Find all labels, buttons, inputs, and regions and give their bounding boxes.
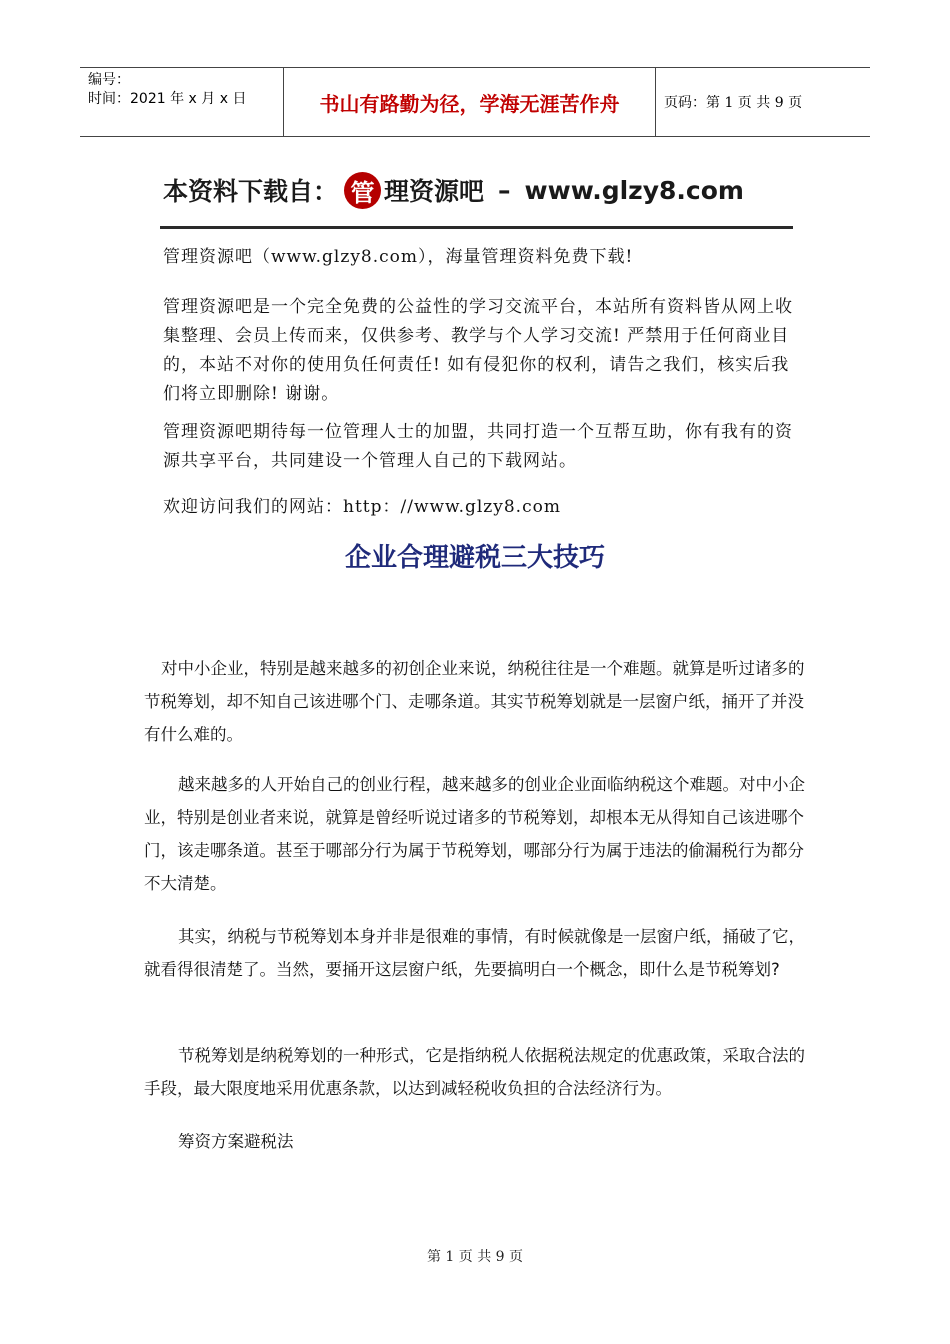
time-label: 时间：2021 年 x 月 x 日 [88, 91, 247, 107]
header-left-cell [80, 68, 283, 136]
intro-paragraph-3: 管理资源吧期待每一位管理人士的加盟，共同打造一个互帮互助，你有我有的资源共享平台，共同建设一个管理人自己的下载网站。 [163, 422, 793, 471]
banner-divider [160, 226, 793, 229]
site-logo-icon: 管 [344, 172, 381, 209]
motto: 书山有路勤为径，学海无涯苦作舟 [283, 68, 656, 136]
paragraph-1: 对中小企业，特别是越来越多的初创企业来说，纳税往往是一个难题。就算是听过诸多的节税筹划，却不知自己该进哪个门、走哪条道。其实节税筹划就是一层窗户纸，捅开了并没有什么难的。 [144, 659, 805, 744]
banner-url[interactable]: www.glzy8.com [524, 175, 744, 205]
banner-site-name: 理资源吧 [384, 177, 485, 206]
download-banner [163, 162, 744, 218]
header-table [80, 67, 870, 137]
paragraph-3: 其实，纳税与节税筹划本身并非是很难的事情，有时候就像是一层窗户纸，捅破了它，就看得很清楚了。当然，要捅开这层窗户纸，先要搞明白一个概念，即什么是节税筹划? [144, 927, 805, 979]
number-label: 编号： [88, 72, 130, 88]
page-info: 页码：第 1 页 共 9 页 [664, 95, 803, 111]
banner-prefix: 本资料下载自： [163, 177, 339, 206]
intro-paragraph-2: 管理资源吧是一个完全免费的公益性的学习交流平台，本站所有资料皆从网上收集整理、会员上传而来，仅供参考、教学与个人学习交流! 严禁用于任何商业目的，本站不对你的使用负任何责任! 如有侵犯你的权利，请告之我们，核实后我们将立即删除! 谢谢。 [163, 297, 793, 404]
paragraph-4: 节税筹划是纳税筹划的一种形式，它是指纳税人依据税法规定的优惠政策，采取合法的手段，最大限度地采用优惠条款，以达到减轻税收负担的合法经济行为。 [144, 1046, 805, 1098]
page-footer: 第 1 页 共 9 页 [426, 1249, 524, 1265]
document-title: 企业合理避税三大技巧 [344, 543, 605, 573]
section-heading: 筹资方案避税法 [178, 1132, 294, 1151]
intro-website-line[interactable]: 欢迎访问我们的网站：http：//www.glzy8.com [163, 497, 561, 517]
banner-dash: – [498, 175, 511, 205]
intro-line-1: 管理资源吧（www.glzy8.com），海量管理资料免费下载! [163, 247, 634, 267]
paragraph-2: 越来越多的人开始自己的创业行程，越来越多的创业企业面临纳税这个难题。对中小企业，特别是创业者来说，就算是曾经听说过诸多的节税筹划，却根本无从得知自己该进哪个门，该走哪条道。甚至于哪部分行为属于节税筹划，哪部分行为属于违法的偷漏税行为都分不大清楚。 [144, 775, 805, 893]
